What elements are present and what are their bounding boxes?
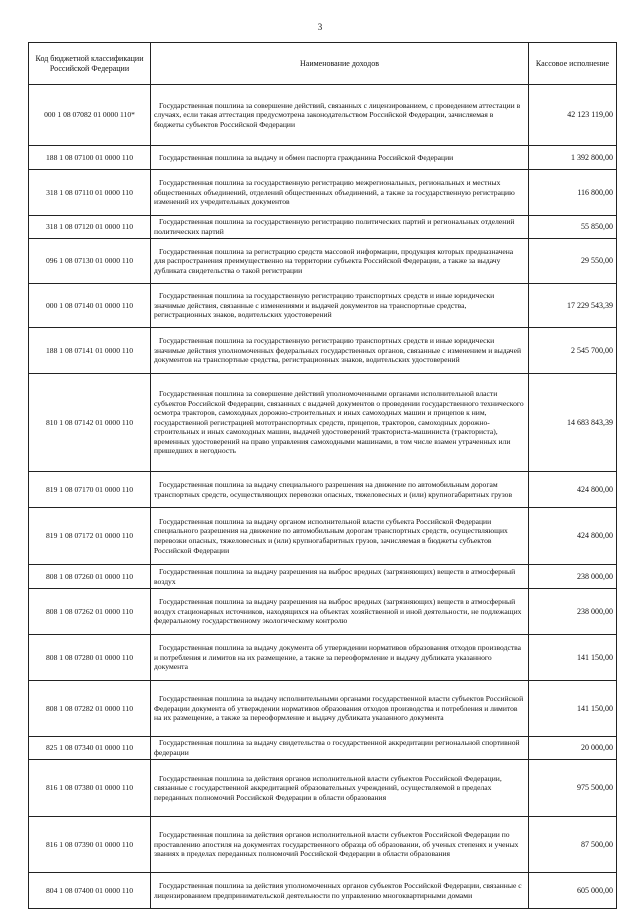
header-name: Наименование доходов bbox=[151, 43, 529, 85]
table-row bbox=[29, 170, 617, 216]
row-code: 808 1 08 07262 01 0000 110 bbox=[29, 589, 151, 635]
row-amount: 116 800,00 bbox=[529, 170, 617, 216]
table-row bbox=[29, 216, 617, 239]
row-amount: 17 229 543,39 bbox=[529, 284, 617, 328]
table-row bbox=[29, 873, 617, 909]
revenue-table bbox=[28, 42, 617, 909]
row-amount: 55 850,00 bbox=[529, 216, 617, 239]
row-amount: 42 123 119,00 bbox=[529, 85, 617, 146]
row-code: 816 1 08 07380 01 0000 110 bbox=[29, 760, 151, 817]
row-name: Государственная пошлина за выдачу разрешения на выброс вредных (загрязняющих) веществ в атмосферный воздух стационарных источников, находящихся на объектах хозяйственной и иной деятельности, не подлежащих федеральному государственному экологическому контролю bbox=[151, 589, 529, 635]
row-name: Государственная пошлина за выдачу органом исполнительной власти субъекта Российской Федерации специального разрешения на движение по автомобильным дорогам транспортных средств, осуществляющих перевозки опасных, тяжеловесных и (или) крупногабаритных грузов, зачисляемая в бюджеты субъектов Российской Федерации bbox=[151, 508, 529, 565]
page-number: 3 bbox=[317, 22, 323, 32]
row-amount: 14 683 843,39 bbox=[529, 374, 617, 472]
row-amount: 605 000,00 bbox=[529, 873, 617, 909]
row-amount: 238 000,00 bbox=[529, 589, 617, 635]
row-name: Государственная пошлина за государственную регистрацию транспортных средств и иные юридически значимые действия, связанные с изменениями и выдачей документов на транспортные средства, регистрационных знаков, водительских удостоверений bbox=[151, 284, 529, 328]
table-row bbox=[29, 374, 617, 472]
row-name: Государственная пошлина за совершение действий, связанных с лицензированием, с проведением аттестации в случаях, если такая аттестация предусмотрена законодательством Российской Федерации, зачисляемая в бюджеты субъектов Российской Федерации bbox=[151, 85, 529, 146]
row-name: Государственная пошлина за выдачу разрешения на выброс вредных (загрязняющих) веществ в атмосферный воздух bbox=[151, 565, 529, 589]
row-code: 188 1 08 07100 01 0000 110 bbox=[29, 146, 151, 170]
row-name: Государственная пошлина за государственную регистрацию транспортных средств и иные юридически значимые действия уполномоченных федеральных государственных органов, связанные с изменением и выдачей документов на транспортные средства, регистрационных знаков, водительских удостоверений bbox=[151, 328, 529, 374]
table-row bbox=[29, 737, 617, 760]
row-code: 318 1 08 07120 01 0000 110 bbox=[29, 216, 151, 239]
row-code: 819 1 08 07172 01 0000 110 bbox=[29, 508, 151, 565]
row-code: 810 1 08 07142 01 0000 110 bbox=[29, 374, 151, 472]
row-name: Государственная пошлина за регистрацию средств массовой информации, продукция которых предназначена для распространения преимущественно на территории субъекта Российской Федерации, а также за выдачу дубликата свидетельства о такой регистрации bbox=[151, 239, 529, 284]
row-amount: 424 800,00 bbox=[529, 472, 617, 508]
row-amount: 141 150,00 bbox=[529, 681, 617, 737]
table-row bbox=[29, 817, 617, 873]
table-body bbox=[29, 85, 617, 909]
row-amount: 975 500,00 bbox=[529, 760, 617, 817]
table-row bbox=[29, 681, 617, 737]
row-name: Государственная пошлина за выдачу документа об утверждении нормативов образования отходов производства и потребления и лимитов на их размещение, а также за переоформление и выдачу дубликата указанного документа bbox=[151, 635, 529, 681]
row-code: 188 1 08 07141 01 0000 110 bbox=[29, 328, 151, 374]
row-amount: 141 150,00 bbox=[529, 635, 617, 681]
row-code: 816 1 08 07390 01 0000 110 bbox=[29, 817, 151, 873]
table-row bbox=[29, 239, 617, 284]
row-code: 808 1 08 07282 01 0000 110 bbox=[29, 681, 151, 737]
row-code: 808 1 08 07260 01 0000 110 bbox=[29, 565, 151, 589]
table-row bbox=[29, 472, 617, 508]
row-name: Государственная пошлина за выдачу свидетельства о государственной аккредитации региональной спортивной федерации bbox=[151, 737, 529, 760]
row-code: 318 1 08 07110 01 0000 110 bbox=[29, 170, 151, 216]
row-name: Государственная пошлина за действия уполномоченных органов субъектов Российской Федерации, связанные с лицензированием предпринимательской деятельности по управлению многоквартирными домами bbox=[151, 873, 529, 909]
row-amount: 2 545 700,00 bbox=[529, 328, 617, 374]
row-name: Государственная пошлина за действия органов исполнительной власти субъектов Российской Федерации по проставлению апостиля на документах государственного образца об образовании, об ученых степенях и ученых званиях в пределах переданных полномочий Российской Федерации в области образования bbox=[151, 817, 529, 873]
row-name: Государственная пошлина за действия органов исполнительной власти субъектов Российской Федерации, связанные с государственной аккредитацией образовательных учреждений, осуществляемой в пределах переданных полномочий Российской Федерации в области образования bbox=[151, 760, 529, 817]
row-amount: 87 500,00 bbox=[529, 817, 617, 873]
header-amount: Кассовое исполнение bbox=[529, 43, 617, 85]
table-header-row bbox=[29, 43, 617, 85]
row-code: 825 1 08 07340 01 0000 110 bbox=[29, 737, 151, 760]
row-amount: 238 000,00 bbox=[529, 565, 617, 589]
row-code: 808 1 08 07280 01 0000 110 bbox=[29, 635, 151, 681]
table-row bbox=[29, 284, 617, 328]
row-amount: 29 550,00 bbox=[529, 239, 617, 284]
table-row bbox=[29, 328, 617, 374]
row-code: 000 1 08 07082 01 0000 110* bbox=[29, 85, 151, 146]
row-name: Государственная пошлина за государственную регистрацию межрегиональных, региональных и местных общественных объединений, отделений общественных объединений, а также за государственную регистрацию изменений их учредительных документов bbox=[151, 170, 529, 216]
header-code: Код бюджетной классификации Российской Федерации bbox=[29, 43, 151, 85]
row-name: Государственная пошлина за выдачу исполнительными органами государственной власти субъектов Российской Федерации документа об утверждении нормативов образования отходов производства и потребления и лимитов на их размещение, а также за переоформление и выдачу дубликата указанного документа bbox=[151, 681, 529, 737]
row-name: Государственная пошлина за государственную регистрацию политических партий и региональных отделений политических партий bbox=[151, 216, 529, 239]
row-amount: 424 800,00 bbox=[529, 508, 617, 565]
table-row bbox=[29, 85, 617, 146]
table-row bbox=[29, 635, 617, 681]
table-row bbox=[29, 589, 617, 635]
row-name: Государственная пошлина за выдачу специального разрешения на движение по автомобильным дорогам транспортных средств, осуществляющих перевозки опасных, тяжеловесных и (или) крупногабаритных грузов bbox=[151, 472, 529, 508]
row-code: 096 1 08 07130 01 0000 110 bbox=[29, 239, 151, 284]
row-amount: 20 000,00 bbox=[529, 737, 617, 760]
row-amount: 1 392 800,00 bbox=[529, 146, 617, 170]
row-code: 000 1 08 07140 01 0000 110 bbox=[29, 284, 151, 328]
row-name: Государственная пошлина за совершение действий уполномоченными органами исполнительной власти субъектов Российской Федерации, связанных с выдачей документов о проведении государственного технического осмотра тракторов, самоходных дорожно-строительных и иных самоходных машин и прицепов к ним, государственной регистрацией мототранспортных средств, прицепов, тракторов, самоходных дорожно-строительных и иных самоходных машин, выдачей удостоверений тракториста-машиниста (тракториста), временных удостоверений на право управления самоходными машинами, в том числе взамен утраченных или пришедших в негодность bbox=[151, 374, 529, 472]
row-name: Государственная пошлина за выдачу и обмен паспорта гражданина Российской Федерации bbox=[151, 146, 529, 170]
row-code: 804 1 08 07400 01 0000 110 bbox=[29, 873, 151, 909]
table-row bbox=[29, 146, 617, 170]
table-row bbox=[29, 508, 617, 565]
row-code: 819 1 08 07170 01 0000 110 bbox=[29, 472, 151, 508]
table-row bbox=[29, 565, 617, 589]
table-row bbox=[29, 760, 617, 817]
